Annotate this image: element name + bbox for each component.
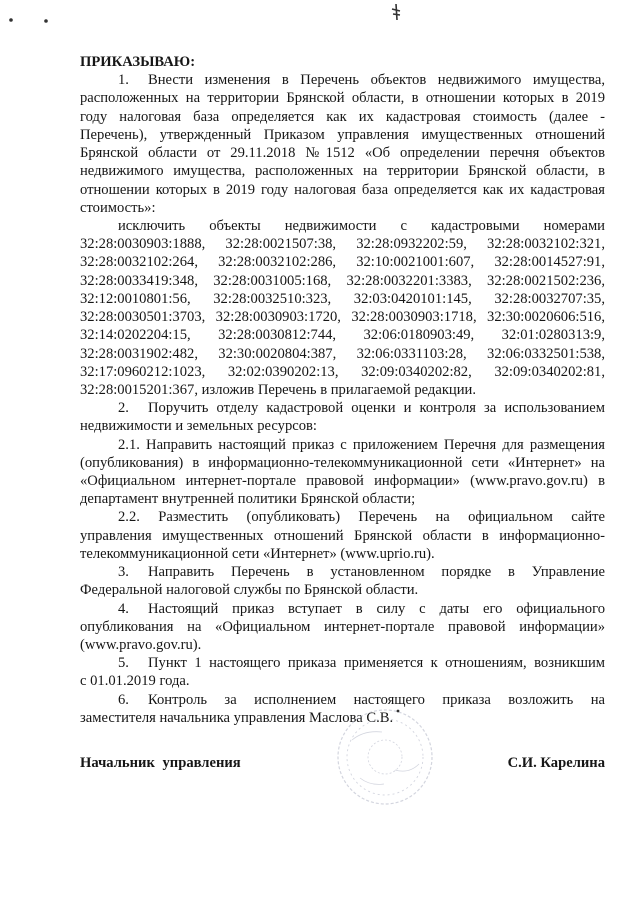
item-4-line: Настоящий приказ вступает в силу с даты его официального xyxy=(148,600,605,617)
order-heading: ПРИКАЗЫВАЮ: xyxy=(80,54,196,70)
item-1-line: Брянской области от 29.11.2018 №1512 «Об определении перечня объектов xyxy=(80,145,605,162)
item-2-1-line: 2.1. Направить настоящий приказ с приложением Перечня для размещения xyxy=(118,436,605,453)
item-2-2-line: телекоммуникационной сети «Интернет» (www.uprio.ru). xyxy=(80,545,435,562)
cadastral-numbers-line: 32:28:0031902:482, 32:30:0020804:387, 32:06:0331103:28, 32:06:0332501:538, xyxy=(80,345,605,362)
cadastral-numbers-line: 32:17:0960212:1023, 32:02:0390202:13, 32:09:0340202:82, 32:09:0340202:81, xyxy=(80,363,605,380)
cadastral-numbers-line: 32:28:0030501:3703, 32:28:0030903:1720, 32:28:0030903:1718, 32:30:0020606:516, xyxy=(80,309,605,326)
item-4-number: 4. xyxy=(118,600,129,617)
order-text xyxy=(80,53,605,727)
item-4-line: (www.pravo.gov.ru). xyxy=(80,637,202,653)
cadastral-numbers-line: 32:12:0010801:56, 32:28:0032510:323, 32:03:0420101:145, 32:28:0032707:35, xyxy=(80,290,605,307)
item-2-1-line: (опубликования) в информационно-телекоммуникационной сети «Интернет» на xyxy=(80,454,605,471)
item-2-line: Поручить отделу кадастровой оценки и контроля за использованием xyxy=(148,400,605,417)
item-1-line: Внести изменения в Перечень объектов недвижимого имущества, xyxy=(148,72,605,89)
item-2-1-line: «Официальном интернет-портале правовой информации» (www.pravo.gov.ru) в xyxy=(80,473,605,490)
item-5-number: 5. xyxy=(118,655,129,672)
cadastral-numbers-line: 32:28:0032102:264, 32:28:0032102:286, 32:10:0021001:607, 32:28:0014527:91, xyxy=(80,254,605,271)
item-3-first-line xyxy=(80,563,605,581)
item-6-number: 6. xyxy=(118,691,129,708)
item-2-2-line: 2.2. Разместить (опубликовать) Перечень на официальном сайте xyxy=(118,509,605,526)
cadastral-numbers-line: 32:28:0033419:348, 32:28:0031005:168, 32:28:0032201:3383, 32:28:0021502:236, xyxy=(80,272,605,289)
item-2-number: 2. xyxy=(118,400,129,417)
item-4-line: опубликования на «Официальном интернет-портале правовой информации» xyxy=(80,618,605,635)
item-1-line: недвижимого имущества, расположенных на территории Брянской области, в xyxy=(80,163,605,180)
item-3-number: 3. xyxy=(118,564,129,581)
cadastral-numbers-line: 32:14:0202204:15, 32:28:0030812:744, 32:06:0180903:49, 32:01:0280313:9, xyxy=(80,327,605,344)
item-3-line: Федеральной налоговой службы по Брянской области. xyxy=(80,582,419,599)
item-1-number: 1. xyxy=(118,72,129,89)
cadastral-numbers-line: 32:28:0030903:1888, 32:28:0021507:38, 32:28:0932202:59, 32:28:0032102:321, xyxy=(80,236,605,253)
item-2-line: недвижимости и земельных ресурсов: xyxy=(80,418,317,435)
signer-name: С.И. Карелина xyxy=(507,755,605,771)
item-6-first-line xyxy=(80,691,605,709)
exclusion-intro: исключить объекты недвижимости с кадастровыми номерами xyxy=(118,217,605,234)
cadastral-numbers-line: 32:28:0015201:367, изложив Перечень в прилагаемой редакции. xyxy=(80,381,476,398)
item-5-line: с 01.01.2019 года. xyxy=(80,673,190,690)
item-1-line: году налоговая база определяется как их кадастровая стоимость (далее - xyxy=(80,108,605,125)
signer-position: Начальник управления xyxy=(80,755,241,771)
item-1-line: стоимость»: xyxy=(80,199,156,216)
item-6-line: заместителя начальника управления Маслова С.В. xyxy=(80,709,394,726)
item-4-first-line xyxy=(80,600,605,618)
item-5-line: Пункт 1 настоящего приказа применяется к отношениям, возникшим xyxy=(148,655,605,672)
item-1-line: отношении которых в 2019 году налоговая база определяется как их кадастровая xyxy=(80,181,605,198)
item-1-line: расположенных на территории Брянской области, в отношении которых в 2019 xyxy=(80,90,605,107)
item-2-1-line: департамент внутренней политики Брянской области; xyxy=(80,491,416,508)
item-2-first-line xyxy=(80,399,605,417)
item-3-line: Направить Перечень в установленном порядке в Управление xyxy=(148,564,605,581)
signature-line xyxy=(80,754,605,772)
item-5-first-line xyxy=(80,654,605,672)
item-1-line: Перечень), утвержденный Приказом управления имущественных отношений xyxy=(80,126,605,143)
item-6-line: Контроль за исполнением настоящего приказа возложить на xyxy=(148,691,605,708)
item-2-2-line: управления имущественных отношений Брянской области в информационно- xyxy=(80,527,605,544)
item-1-first-line xyxy=(80,71,605,89)
